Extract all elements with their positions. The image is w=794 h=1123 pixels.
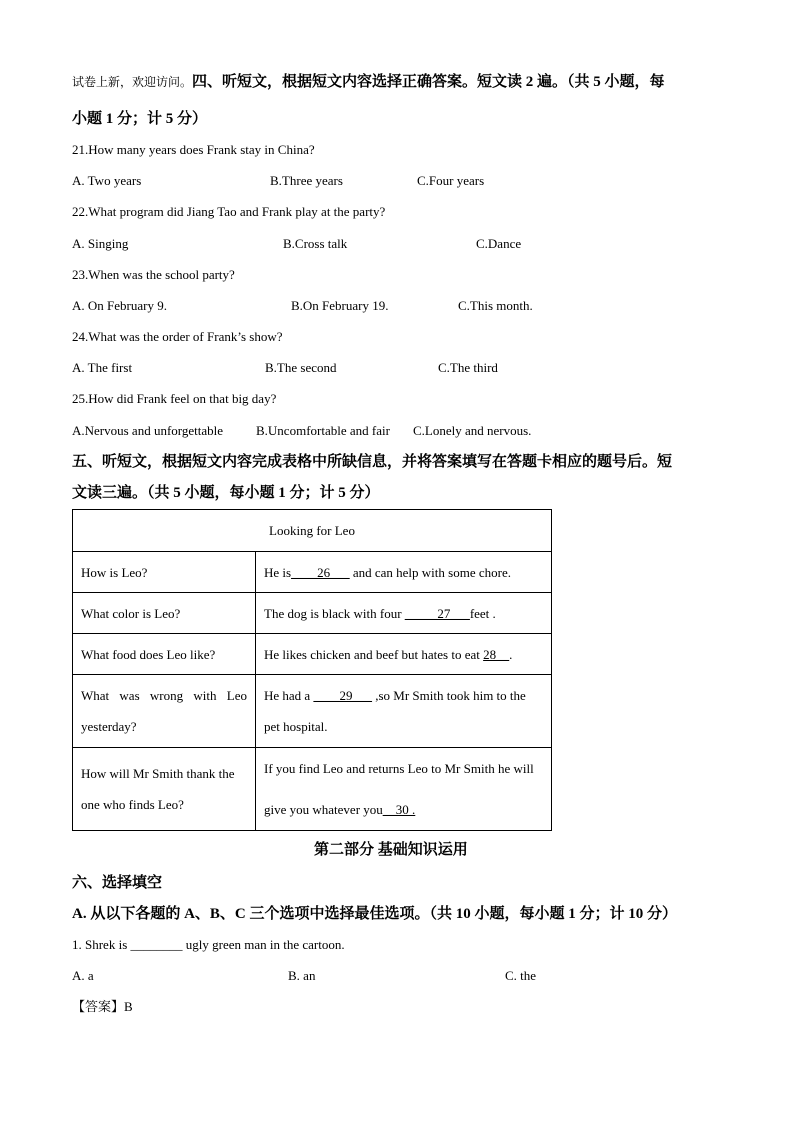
question-stem: 23.When was the school party? — [72, 267, 235, 282]
question-stem: 24.What was the order of Frank’s show? — [72, 329, 283, 344]
table-row — [73, 634, 552, 675]
table-row — [73, 552, 552, 593]
option-c: C.This month. — [458, 298, 533, 313]
answer-text: If you find Leo and returns Leo to Mr Smith he will give you whatever you — [264, 761, 534, 817]
answer-label: 【答案】 — [72, 999, 125, 1014]
option-a: A. Singing — [72, 236, 129, 251]
option-a: A. a — [72, 968, 94, 983]
option-b: B.The second — [265, 360, 337, 375]
question-stem: 21.How many years does Frank stay in China? — [72, 142, 315, 157]
section5-heading: 五、听短文，根据短文内容完成表格中所缺信息，并将答案填写在答题卡相应的题号后。短 — [72, 454, 673, 470]
table-question-cell: What color is Leo? — [73, 593, 256, 634]
info-table — [72, 509, 552, 831]
option-a: A. Two years — [72, 173, 142, 188]
option-b: B. an — [288, 968, 316, 983]
table-title: Looking for Leo — [73, 510, 552, 552]
answer-line — [72, 998, 133, 1016]
table-answer-cell — [256, 634, 552, 675]
option-b: B.Uncomfortable and fair — [256, 423, 390, 438]
question-stem: 22.What program did Jiang Tao and Frank play at the party? — [72, 204, 386, 219]
answer-blank: __30 . — [382, 802, 416, 817]
site-prefix: 试卷上新，欢迎访问。 — [72, 75, 193, 89]
section5-heading-cont: 文读三遍。（共 5 小题，每小题 1 分；计 5 分） — [72, 485, 380, 501]
table-question-cell: What was wrong with Leo yesterday? — [73, 675, 256, 748]
section4-heading — [72, 72, 665, 92]
answer-value: B — [124, 999, 133, 1014]
table-row — [73, 675, 552, 748]
option-b: B.On February 19. — [291, 298, 389, 313]
answer-blank: ____29___ — [313, 688, 372, 703]
option-b: B.Cross talk — [283, 236, 348, 251]
option-c: C.Four years — [417, 173, 485, 188]
question-stem: 1. Shrek is ________ ugly green man in the cartoon. — [72, 937, 345, 952]
answer-text-end: . — [509, 646, 513, 662]
answer-text: The dog is black with four — [264, 605, 405, 621]
option-c: C. the — [505, 968, 537, 983]
option-a: A. On February 9. — [72, 298, 167, 313]
option-c: C.Dance — [476, 236, 522, 251]
answer-blank: _____27___ — [404, 605, 470, 621]
table-answer-cell — [256, 593, 552, 634]
option-c: C.Lonely and nervous. — [413, 423, 532, 438]
answer-text: He likes chicken and beef but hates to eat — [264, 646, 484, 662]
table-row — [73, 593, 552, 634]
table-question-cell: What food does Leo like? — [73, 634, 256, 675]
answer-text-end: and can help with some chore. — [349, 564, 511, 580]
answer-text: He had a — [264, 688, 314, 703]
question-stem: 25.How did Frank feel on that big day? — [72, 391, 277, 406]
table-question-cell: How will Mr Smith thank the one who finds Leo? — [73, 748, 256, 831]
part2-title: 第二部分 基础知识运用 — [314, 842, 468, 858]
section6-title: 六、选择填空 — [72, 875, 163, 891]
option-a: A. The first — [72, 360, 133, 375]
table-row — [73, 748, 552, 831]
answer-text-end: ,so Mr Smith took him to the pet hospital. — [264, 688, 526, 734]
section4-heading-text: 四、听短文，根据短文内容选择正确答案。短文读 2 遍。（共 5 小题，每 — [192, 74, 665, 90]
option-b: B.Three years — [270, 173, 343, 188]
option-a: A.Nervous and unforgettable — [72, 423, 224, 438]
answer-blank: 28__ — [483, 646, 510, 662]
answer-blank: ____26___ — [291, 564, 350, 580]
answer-text-end: feet . — [469, 605, 496, 621]
option-c: C.The third — [438, 360, 498, 375]
section6-subheading: A. 从以下各题的 A、B、C 三个选项中选择最佳选项。（共 10 小题，每小题 1 分；计 10 分） — [72, 906, 678, 922]
table-answer-cell — [256, 748, 552, 831]
table-question-cell: How is Leo? — [73, 552, 256, 593]
table-answer-cell — [256, 675, 552, 748]
answer-text: He is — [264, 564, 292, 580]
table-answer-cell — [256, 552, 552, 593]
section4-heading-cont: 小题 1 分；计 5 分） — [72, 111, 208, 127]
